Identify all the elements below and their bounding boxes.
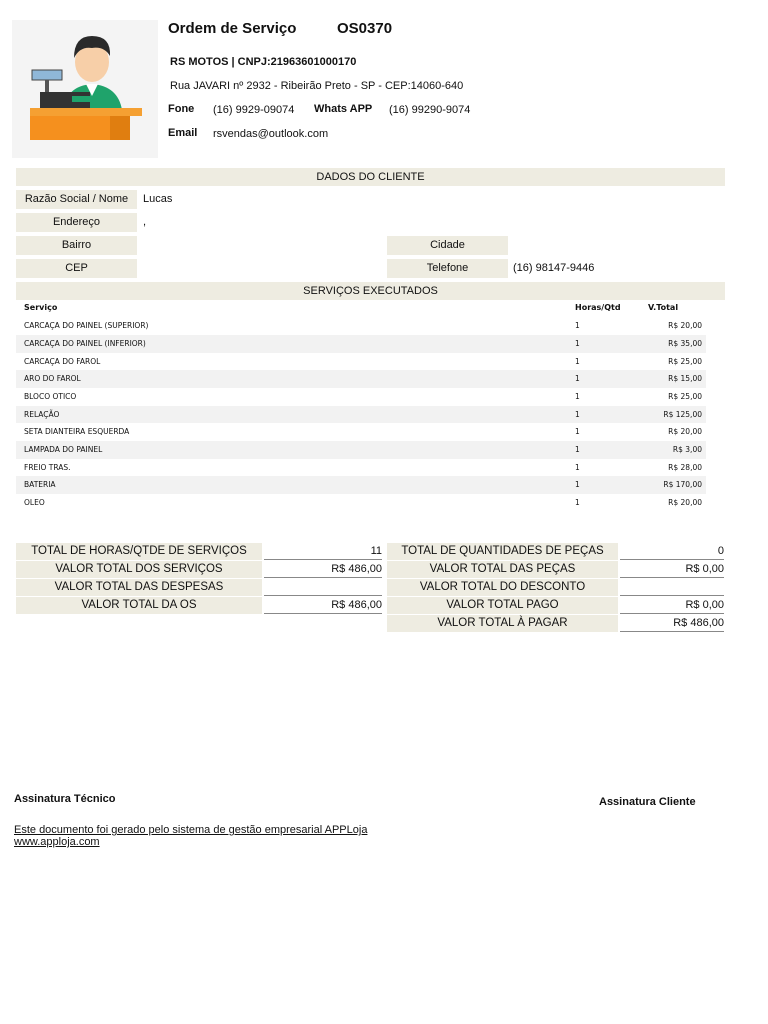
client-name-value: Lucas (143, 193, 173, 205)
client-cep-label: CEP (16, 259, 137, 278)
total-expenses-value (264, 579, 382, 596)
phone-value: (16) 9929-09074 (213, 104, 295, 116)
client-city-label: Cidade (387, 236, 508, 255)
service-name: CARCAÇA DO PAINEL (SUPERIOR) (24, 321, 149, 330)
col-service: Serviço (24, 303, 58, 312)
service-total: R$ 125,00 (663, 409, 702, 419)
total-parts-qty-label: TOTAL DE QUANTIDADES DE PEÇAS (387, 543, 618, 560)
company-address: Rua JAVARI nº 2932 - Ribeirão Preto - SP - CEP:14060-640 (170, 80, 464, 92)
total-discount-value (620, 579, 724, 596)
client-district-label: Bairro (16, 236, 137, 255)
service-total: R$ 170,00 (663, 480, 702, 489)
total-due-value: R$ 486,00 (620, 615, 724, 632)
table-row (16, 406, 706, 424)
total-services-value: R$ 486,00 (264, 561, 382, 578)
services-section-title: SERVIÇOS EXECUTADOS (16, 282, 725, 300)
table-row (16, 335, 706, 353)
total-parts-value: R$ 0,00 (620, 561, 724, 578)
service-name: LAMPADA DO PAINEL (24, 445, 103, 454)
email-value[interactable]: rsvendas@outlook.com (213, 128, 329, 140)
service-total: R$ 25,00 (668, 392, 702, 401)
footer-generator-link[interactable]: Este documento foi gerado pelo sistema de gestão empresarial APPLoja (14, 824, 368, 836)
service-name: SETA DIANTEIRA ESQUERDA (24, 427, 130, 436)
total-hours-value: 11 (264, 543, 382, 560)
table-row (16, 370, 706, 388)
whatsapp-label: Whats APP (314, 103, 373, 115)
client-address-value: , (143, 216, 147, 228)
service-name: BLOCO OTICO (24, 392, 77, 401)
company-logo (12, 20, 158, 158)
service-name: CARCAÇA DO PAINEL (INFERIOR) (24, 339, 146, 348)
total-discount-label: VALOR TOTAL DO DESCONTO (387, 579, 618, 596)
whatsapp-value: (16) 99290-9074 (389, 104, 471, 116)
service-total: R$ 35,00 (668, 339, 702, 348)
service-total: R$ 3,00 (672, 445, 702, 454)
service-qty: 1 (575, 356, 580, 366)
client-phone-value: (16) 98147-9446 (513, 262, 595, 274)
service-qty: 1 (575, 497, 580, 507)
order-number: OS0370 (337, 20, 393, 37)
client-section-title: DADOS DO CLIENTE (16, 168, 725, 186)
service-qty: 1 (575, 339, 580, 348)
service-qty: 1 (575, 392, 580, 401)
service-qty: 1 (575, 445, 580, 454)
service-total: R$ 20,00 (668, 427, 702, 436)
service-qty: 1 (575, 321, 580, 330)
col-total: V.Total (648, 303, 679, 312)
table-row (16, 388, 706, 406)
company-name: RS MOTOS | CNPJ:21963601000170 (170, 56, 357, 68)
table-row (16, 317, 706, 335)
service-total: R$ 20,00 (668, 321, 702, 330)
service-qty: 1 (575, 462, 580, 472)
table-row (16, 476, 706, 494)
service-qty: 1 (575, 480, 580, 489)
client-signature-label: Assinatura Cliente (599, 796, 696, 808)
total-services-label: VALOR TOTAL DOS SERVIÇOS (16, 561, 262, 578)
service-total: R$ 25,00 (668, 356, 702, 366)
client-phone-label: Telefone (387, 259, 508, 278)
total-os-value: R$ 486,00 (264, 597, 382, 614)
total-paid-value: R$ 0,00 (620, 597, 724, 614)
table-row (16, 423, 706, 441)
table-row (16, 494, 706, 512)
total-hours-label: TOTAL DE HORAS/QTDE DE SERVIÇOS (16, 543, 262, 560)
service-name: OLEO (24, 497, 45, 507)
col-qty: Horas/Qtd (575, 303, 621, 312)
total-parts-label: VALOR TOTAL DAS PEÇAS (387, 561, 618, 578)
service-name: BATERIA (24, 480, 56, 489)
service-qty: 1 (575, 427, 580, 436)
footer-website-link[interactable]: www.apploja.com (14, 836, 100, 848)
table-row (16, 353, 706, 371)
footer (14, 824, 367, 848)
table-row (16, 441, 706, 459)
total-due-label: VALOR TOTAL À PAGAR (387, 615, 618, 632)
service-name: CARCAÇA DO FAROL (24, 356, 101, 366)
page-title: Ordem de Serviço (168, 20, 297, 37)
total-parts-qty-value: 0 (620, 543, 724, 560)
service-total: R$ 20,00 (668, 497, 702, 507)
table-row (16, 459, 706, 477)
total-os-label: VALOR TOTAL DA OS (16, 597, 262, 614)
service-total: R$ 15,00 (668, 374, 702, 383)
client-address-label: Endereço (16, 213, 137, 232)
service-qty: 1 (575, 409, 580, 419)
service-qty: 1 (575, 374, 580, 383)
service-total: R$ 28,00 (668, 462, 702, 472)
email-label: Email (168, 127, 198, 139)
service-name: FREIO TRAS. (24, 462, 71, 472)
phone-label: Fone (168, 103, 195, 115)
client-name-label: Razão Social / Nome (16, 190, 137, 209)
cashier-person-icon (12, 20, 158, 158)
total-paid-label: VALOR TOTAL PAGO (387, 597, 618, 614)
service-name: RELAÇÃO (24, 409, 60, 419)
total-expenses-label: VALOR TOTAL DAS DESPESAS (16, 579, 262, 596)
technician-signature-label: Assinatura Técnico (14, 793, 116, 805)
service-name: ARO DO FAROL (24, 374, 81, 383)
